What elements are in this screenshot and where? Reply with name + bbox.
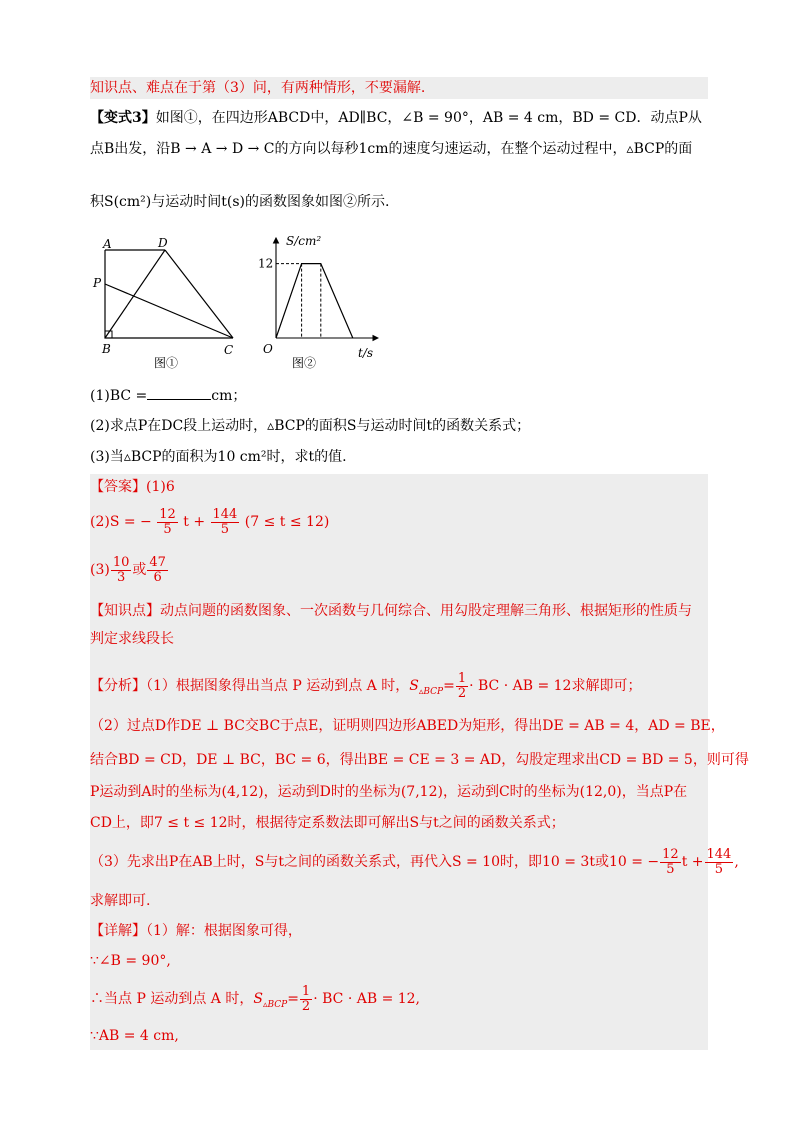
figure-2-graph xyxy=(258,232,388,372)
detail-l3-s: S xyxy=(253,991,263,1007)
knowledge-line-1 xyxy=(90,596,708,626)
detail-l3-suffix: · BC · AB = 12, xyxy=(313,991,421,1007)
q1-suffix: cm； xyxy=(211,388,247,404)
frac-num: 12 xyxy=(159,506,176,522)
label-b: B xyxy=(102,342,111,356)
analysis-p3-end: , xyxy=(734,854,739,870)
q1-prefix: (1)BC = xyxy=(90,388,148,404)
answer-line-3 xyxy=(90,544,708,596)
label-a: A xyxy=(103,237,112,251)
knowledge-text-1: 动点问题的函数图象、一次函数与几何综合、用勾股定理解三角形、根据矩形的性质与 xyxy=(160,603,692,619)
segment-bd xyxy=(105,250,165,338)
analysis-p1-eq: = xyxy=(443,678,455,694)
frac-num: 1 xyxy=(301,983,311,999)
q1-blank xyxy=(147,385,211,400)
spacer xyxy=(90,652,708,664)
problem-text-1: 如图①，在四边形ABCD中，AD∥BC，∠B = 90°，AB = 4 cm，BD = CD．动点P从 xyxy=(155,110,702,126)
origin-label: O xyxy=(263,342,273,356)
figure-1-quadrilateral xyxy=(88,232,248,372)
detail-l3-prefix: ∴当点 P 运动到点 A 时， xyxy=(90,991,254,1007)
knowledge-tag: 【知识点】 xyxy=(90,603,160,619)
answer-line-1 xyxy=(90,474,708,500)
analysis-line-1 xyxy=(90,664,708,708)
analysis-p3-prefix: （3）先求出P在AB上时，S与t之间的函数关系式，再代入S = 10时，即10 = 3t或10 = − xyxy=(90,854,660,870)
detail-line-1 xyxy=(90,916,708,946)
analysis-p1-prefix: （1）根据图象得出当点 P 运动到点 A 时， xyxy=(146,678,410,694)
guide-lines xyxy=(276,264,321,338)
segment-pc xyxy=(105,284,233,338)
question-1 xyxy=(90,385,708,407)
detail-l3-sub: ▵BCP xyxy=(262,999,288,1010)
analysis-p1-fraction xyxy=(456,672,468,701)
analysis-line-2: （2）过点D作DE ⊥ BC交BC于点E，证明则四边形ABED为矩形，得出DE = AB = 4，AD = BE， xyxy=(90,708,708,744)
analysis-line-3: 结合BD = CD，DE ⊥ BC，BC = 6，得出BE = CE = 3 = AD，勾股定理求出CD = BD = 5，则可得 xyxy=(90,744,708,776)
analysis-p1-s: S xyxy=(409,678,419,694)
frac-den: 6 xyxy=(153,569,162,585)
y-axis-label: S/cm² xyxy=(286,234,322,248)
analysis-line-6 xyxy=(90,838,739,886)
analysis-p3-fraction-1 xyxy=(660,848,681,877)
label-p: P xyxy=(93,276,102,290)
frac-num: 12 xyxy=(662,846,679,862)
answer-3-prefix: (3) xyxy=(90,562,110,578)
problem-line-1 xyxy=(90,107,708,129)
frac-den: 5 xyxy=(220,521,230,537)
analysis-line-4: P运动到A时的坐标为(4,12)，运动到D时的坐标为(7,12)，运动到C时的坐标为(12,0)，当点P在 xyxy=(90,776,708,808)
figure-2-caption: 图② xyxy=(292,356,317,370)
analysis-p3-mid: t + xyxy=(681,854,704,870)
detail-text-1: （1）解：根据图象可得， xyxy=(146,923,302,939)
detail-line-4: ∵AB = 4 cm, xyxy=(90,1022,708,1050)
answer-1: (1)6 xyxy=(146,479,175,495)
label-d: D xyxy=(158,236,168,250)
frac-den: 2 xyxy=(457,685,467,701)
analysis-tag: 【分析】 xyxy=(90,678,146,694)
answer-2-mid: t + xyxy=(183,514,206,530)
frac-num: 10 xyxy=(112,554,130,570)
frac-den: 5 xyxy=(666,861,675,877)
frac-num: 1 xyxy=(457,670,467,686)
answer-line-2 xyxy=(90,500,708,544)
answer-2-fraction-1 xyxy=(157,508,178,537)
intro-note: 知识点、难点在于第（3）问，有两种情形，不要漏解. xyxy=(90,77,708,99)
answer-2-suffix: (7 ≤ t ≤ 12) xyxy=(244,514,330,530)
analysis-line-5: CD上，即7 ≤ t ≤ 12时，根据待定系数法即可解出S与t之间的函数关系式； xyxy=(90,808,708,838)
figure-1-caption: 图① xyxy=(154,356,179,370)
detail-l3-eq: = xyxy=(287,991,299,1007)
detail-tag: 【详解】 xyxy=(90,923,146,939)
x-axis-label: t/s xyxy=(358,346,374,360)
y-tick-12: 12 xyxy=(258,256,274,271)
frac-num: 144 xyxy=(706,846,732,862)
frac-num: 47 xyxy=(149,554,166,570)
detail-line-2: ∵∠B = 90°, xyxy=(90,946,708,976)
graph-line xyxy=(276,264,353,338)
answer-3-or: 或 xyxy=(132,562,147,578)
knowledge-line-2: 判定求线段长 xyxy=(90,626,708,652)
detail-line-3 xyxy=(90,976,708,1022)
problem-line-3: 积S(cm²)与运动时间t(s)的函数图象如图②所示. xyxy=(90,194,390,210)
label-c: C xyxy=(224,343,234,357)
question-2: (2)求点P在DC段上运动时，▵BCP的面积S与运动时间t的函数关系式； xyxy=(90,418,531,434)
answer-3-fraction-2 xyxy=(147,556,168,585)
segment-dc xyxy=(165,250,233,338)
problem-line-2: 点B出发，沿B → A → D → C的方向以每秒1cm的速度匀速运动，在整个运动过程中，▵BCP的面 xyxy=(90,141,693,157)
analysis-p1-sub: ▵BCP xyxy=(418,686,444,697)
frac-den: 3 xyxy=(116,569,126,585)
frac-num: 144 xyxy=(212,506,238,522)
problem-tag: 【变式3】 xyxy=(90,110,156,126)
detail-l3-fraction xyxy=(300,985,312,1014)
analysis-p1-suffix: · BC · AB = 12求解即可； xyxy=(469,678,642,694)
answer-2-prefix: (2)S = − xyxy=(90,514,152,530)
analysis-p3-fraction-2 xyxy=(705,848,734,877)
answer-2-fraction-2 xyxy=(211,508,240,537)
answer-tag: 【答案】 xyxy=(90,479,146,495)
frac-den: 2 xyxy=(301,998,311,1014)
analysis-line-7: 求解即可. xyxy=(90,886,708,916)
frac-den: 5 xyxy=(714,861,724,877)
question-3: (3)当▵BCP的面积为10 cm²时，求t的值. xyxy=(90,449,347,465)
frac-den: 5 xyxy=(163,521,172,537)
answer-3-fraction-1 xyxy=(111,556,132,585)
